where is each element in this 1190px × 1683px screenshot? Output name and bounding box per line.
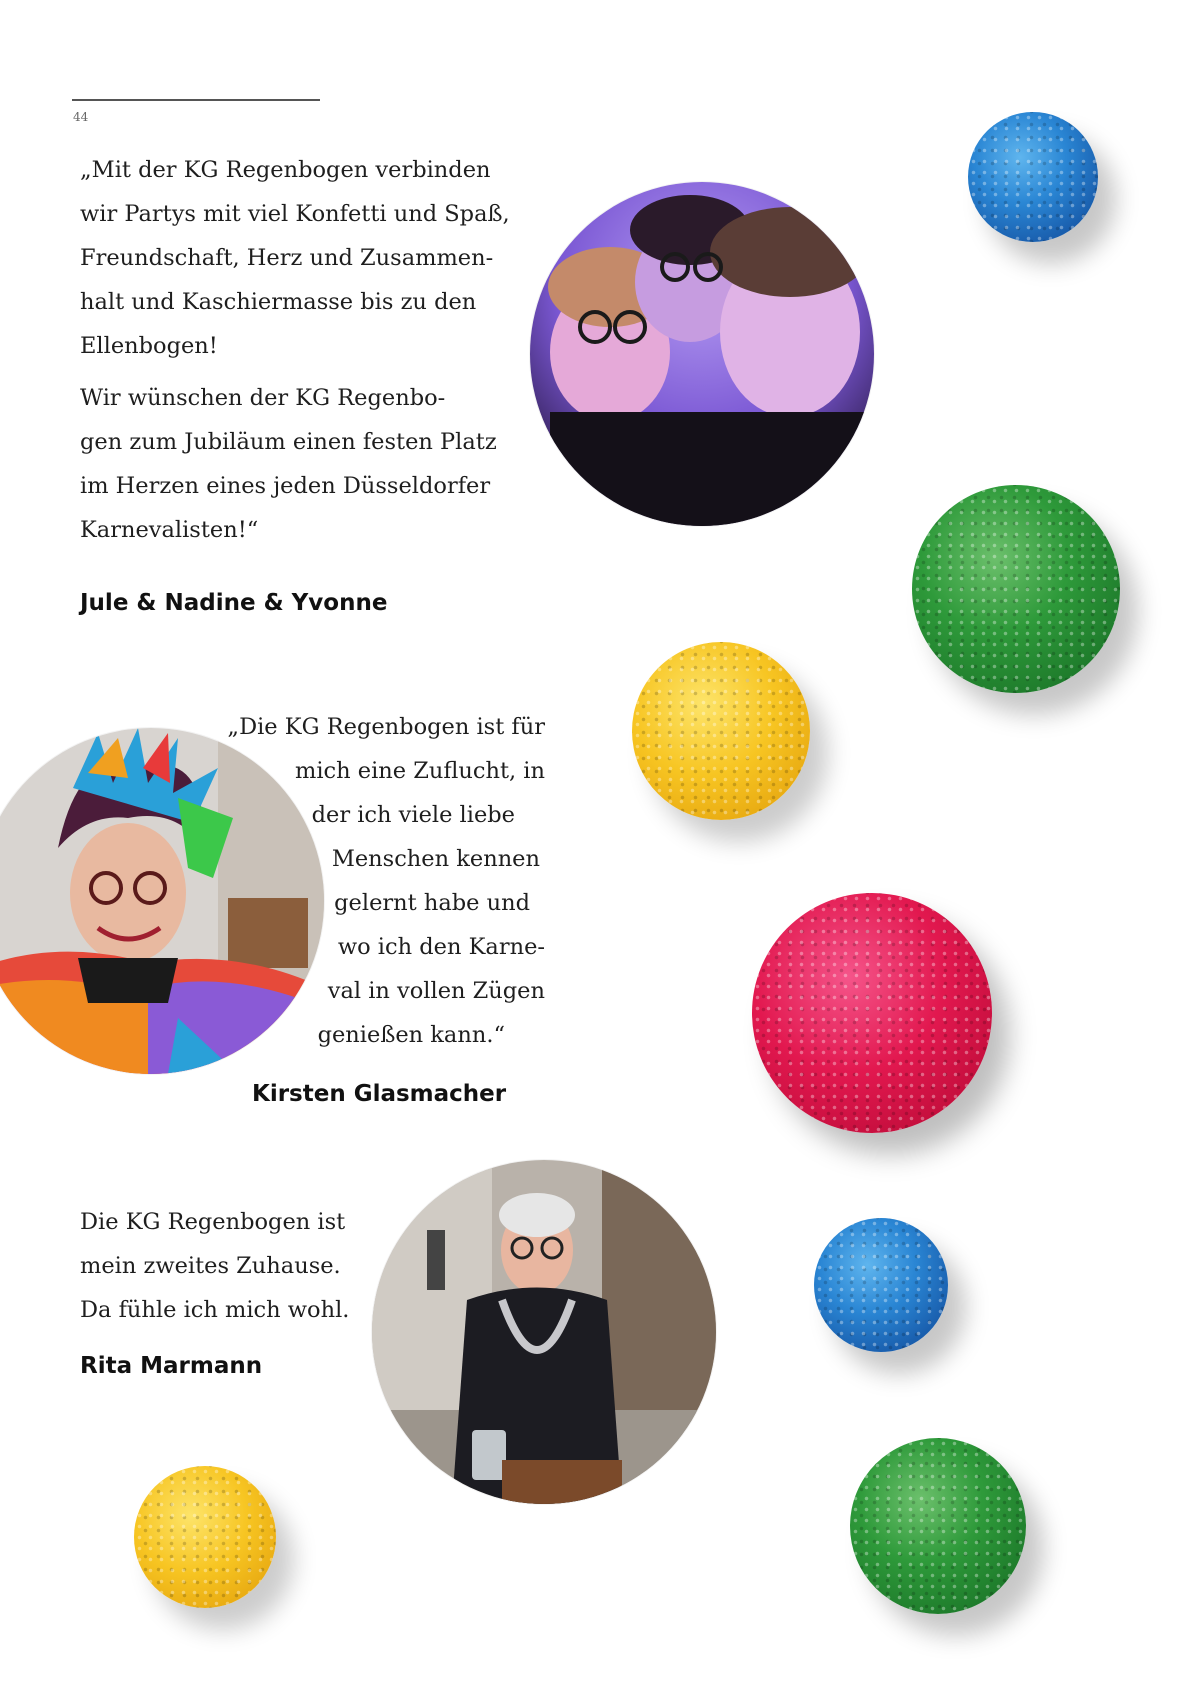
quote-line: „Mit der KG Regenbogen verbinden (80, 157, 491, 183)
quote-line: Menschen kennen (331, 846, 540, 872)
photo-rita (372, 1160, 716, 1504)
green-pompom-decoration (850, 1438, 1026, 1614)
quote-line: Wir wünschen der KG Regenbo- (80, 385, 446, 411)
quote-line: der ich viele liebe (311, 802, 515, 828)
pompom-texture (632, 642, 810, 820)
quote-3-paragraph (80, 1200, 380, 1332)
quote-line: Da fühle ich mich wohl. (80, 1297, 350, 1323)
page-number: 44 (73, 110, 89, 124)
quote-line: wo ich den Karne- (337, 934, 545, 960)
quote-line: gelernt habe und (334, 890, 530, 916)
quote-line: wir Partys mit viel Konfetti und Spaß, (80, 201, 510, 227)
quote-line: genießen kann.“ (317, 1022, 505, 1048)
red-pompom-decoration (752, 893, 992, 1133)
blue-pompom-decoration (814, 1218, 948, 1352)
quote-1 (80, 148, 550, 552)
pompom-texture (134, 1466, 276, 1608)
quote-line: Ellenbogen! (80, 333, 218, 359)
quote-line: gen zum Jubiläum einen festen Platz (80, 429, 497, 455)
pompom-texture (850, 1438, 1026, 1614)
author-3: Rita Marmann (80, 1353, 263, 1379)
quote-1-paragraph-1 (80, 148, 550, 368)
group-selfie-image (530, 182, 874, 526)
author-1: Jule & Nadine & Yvonne (80, 590, 388, 616)
header-rule (72, 99, 320, 101)
yellow-pompom-decoration (134, 1466, 276, 1608)
quote-line: Die KG Regenbogen ist (80, 1209, 346, 1235)
rita-image (372, 1160, 716, 1504)
quote-line: mich eine Zuflucht, in (295, 758, 545, 784)
yellow-pompom-decoration (632, 642, 810, 820)
quote-line: Karnevalisten!“ (80, 517, 259, 543)
pompom-texture (752, 893, 992, 1133)
blue-pompom-decoration (968, 112, 1098, 242)
pompom-texture (912, 485, 1120, 693)
quote-line: halt und Kaschiermasse bis zu den (80, 289, 477, 315)
quote-1-paragraph-2 (80, 376, 550, 552)
quote-3 (80, 1200, 380, 1332)
quote-line: „Die KG Regenbogen ist für (227, 714, 545, 740)
pompom-texture (968, 112, 1098, 242)
quote-line: mein zweites Zuhause. (80, 1253, 341, 1279)
green-pompom-decoration (912, 485, 1120, 693)
pompom-texture (814, 1218, 948, 1352)
quote-line: val in vollen Zügen (327, 978, 545, 1004)
photo-group-selfie (530, 182, 874, 526)
quote-line: Freundschaft, Herz und Zusammen- (80, 245, 494, 271)
author-2: Kirsten Glasmacher (252, 1081, 507, 1107)
quote-line: im Herzen eines jeden Düsseldorfer (80, 473, 491, 499)
